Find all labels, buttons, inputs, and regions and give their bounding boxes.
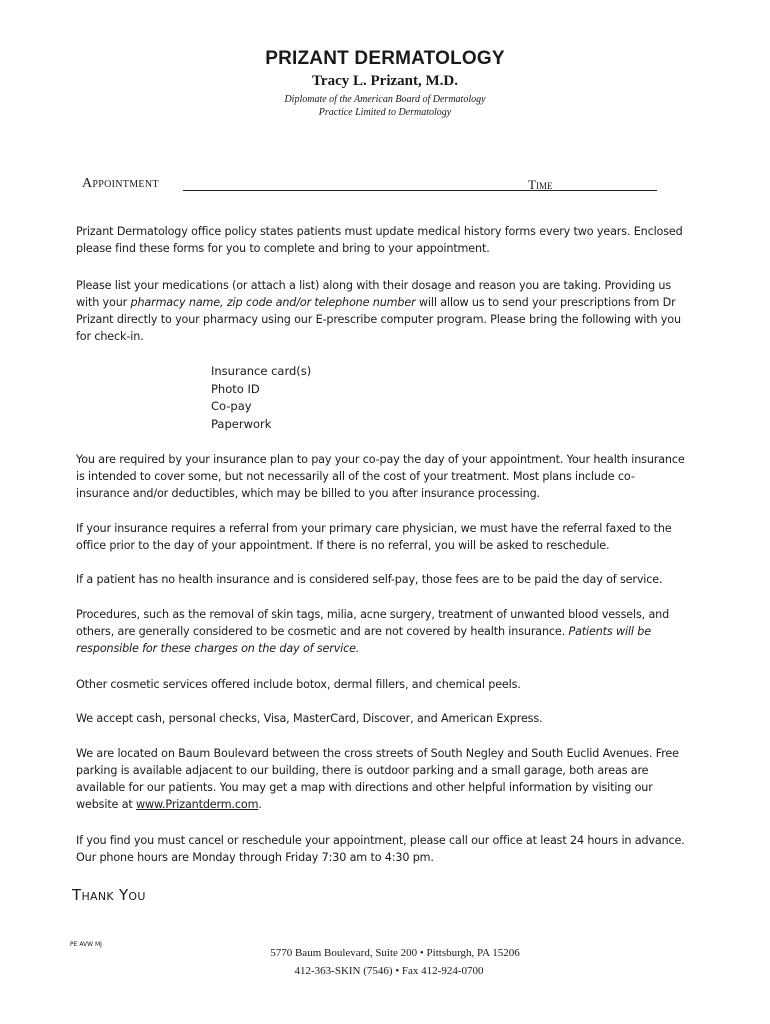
payment-methods-text: We accept cash, personal checks, Visa, MasterCard, Discover, and American Express.	[76, 712, 543, 725]
policy-text: Prizant Dermatology office policy states patients must update medical history forms every two years. Enclosed please find these forms for you to complete and bring to your appointment.	[76, 225, 683, 255]
footer-address: 5770 Baum Boulevard, Suite 200 • Pittsburgh, PA 15206	[270, 947, 520, 959]
document-initials: PE AVW MJ	[70, 941, 102, 948]
procedures-paragraph	[76, 606, 686, 657]
cancellation-text: If you find you must cancel or reschedule your appointment, please call our office at least 24 hours in advance. Our phone hours are Monday through Friday 7:30 am to 4:30 pm.	[76, 834, 685, 864]
self-pay-text: If a patient has no health insurance and is considered self-pay, those fees are to be paid the day of service.	[76, 573, 663, 586]
appointment-label: Appointment	[82, 176, 159, 191]
referral-text: If your insurance requires a referral from your primary care physician, we must have the referral faxed to the office prior to the day of your appointment. If there is no referral, you will be asked to reschedule.	[76, 522, 672, 552]
time-label: Time	[528, 177, 553, 192]
checklist-item: Paperwork	[211, 416, 272, 431]
cosmetic-services-paragraph	[76, 676, 686, 693]
cancellation-paragraph	[76, 832, 686, 866]
time-blank-line	[565, 190, 657, 191]
referral-paragraph	[76, 520, 686, 554]
medications-text-b: will allow us to send your prescriptions from Dr Prizant directly to your pharmacy using our E-prescribe computer program. Please bring the following with you for check-in.	[76, 296, 681, 343]
thank-you: Thank You	[72, 886, 146, 904]
appointment-row	[82, 174, 662, 194]
policy-paragraph	[76, 223, 686, 257]
practice-line: Practice Limited to Dermatology	[318, 107, 452, 118]
checklist-item: Photo ID	[211, 381, 260, 396]
copay-text: You are required by your insurance plan to pay your co-pay the day of your appointment. Your health insurance is intended to cover some, but not necessarily all of the cost of your treatment. Most plans include co-insurance and/or deductibles, which may be billed to you after insurance processing.	[76, 453, 685, 500]
cosmetic-services-text: Other cosmetic services offered include botox, dermal fillers, and chemical peels.	[76, 678, 521, 691]
footer-phone: 412-363-SKIN (7546) • Fax 412-924-0700	[294, 965, 484, 977]
procedures-text: Procedures, such as the removal of skin tags, milia, acne surgery, treatment of unwanted blood vessels, and others, are generally considered to be cosmetic and are not covered by health insurance.	[76, 608, 670, 638]
copay-paragraph	[76, 451, 686, 502]
procedures-emphasis: Patients will be responsible for these charges on the day of service.	[76, 625, 651, 655]
location-text-end: .	[258, 798, 262, 811]
website-link[interactable]: www.Prizantderm.com	[136, 798, 259, 811]
location-text: We are located on Baum Boulevard between the cross streets of South Negley and South Euclid Avenues. Free parking is available adjacent to our building, there is outdoor parking and a small garage, both areas are available for our patients. You may get a map with directions and other helpful information by visiting our website at	[76, 747, 679, 811]
medications-text-a: Please list your medications (or attach a list) along with their dosage and reason you are taking. Providing us with your	[76, 279, 672, 309]
self-pay-paragraph	[76, 571, 686, 588]
location-paragraph	[76, 745, 686, 813]
doctor-name: Tracy L. Prizant, M.D.	[312, 73, 458, 89]
practice-name: PRIZANT DERMATOLOGY	[265, 48, 505, 69]
checklist-item: Insurance card(s)	[211, 364, 312, 378]
pharmacy-info-emphasis: pharmacy name, zip code and/or telephone number	[130, 296, 416, 309]
checkin-checklist	[211, 363, 311, 433]
medications-paragraph	[76, 277, 686, 345]
credential-line: Diplomate of the American Board of Dermatology	[284, 94, 486, 105]
checklist-item: Co-pay	[211, 399, 252, 413]
payment-methods-paragraph	[76, 710, 686, 727]
